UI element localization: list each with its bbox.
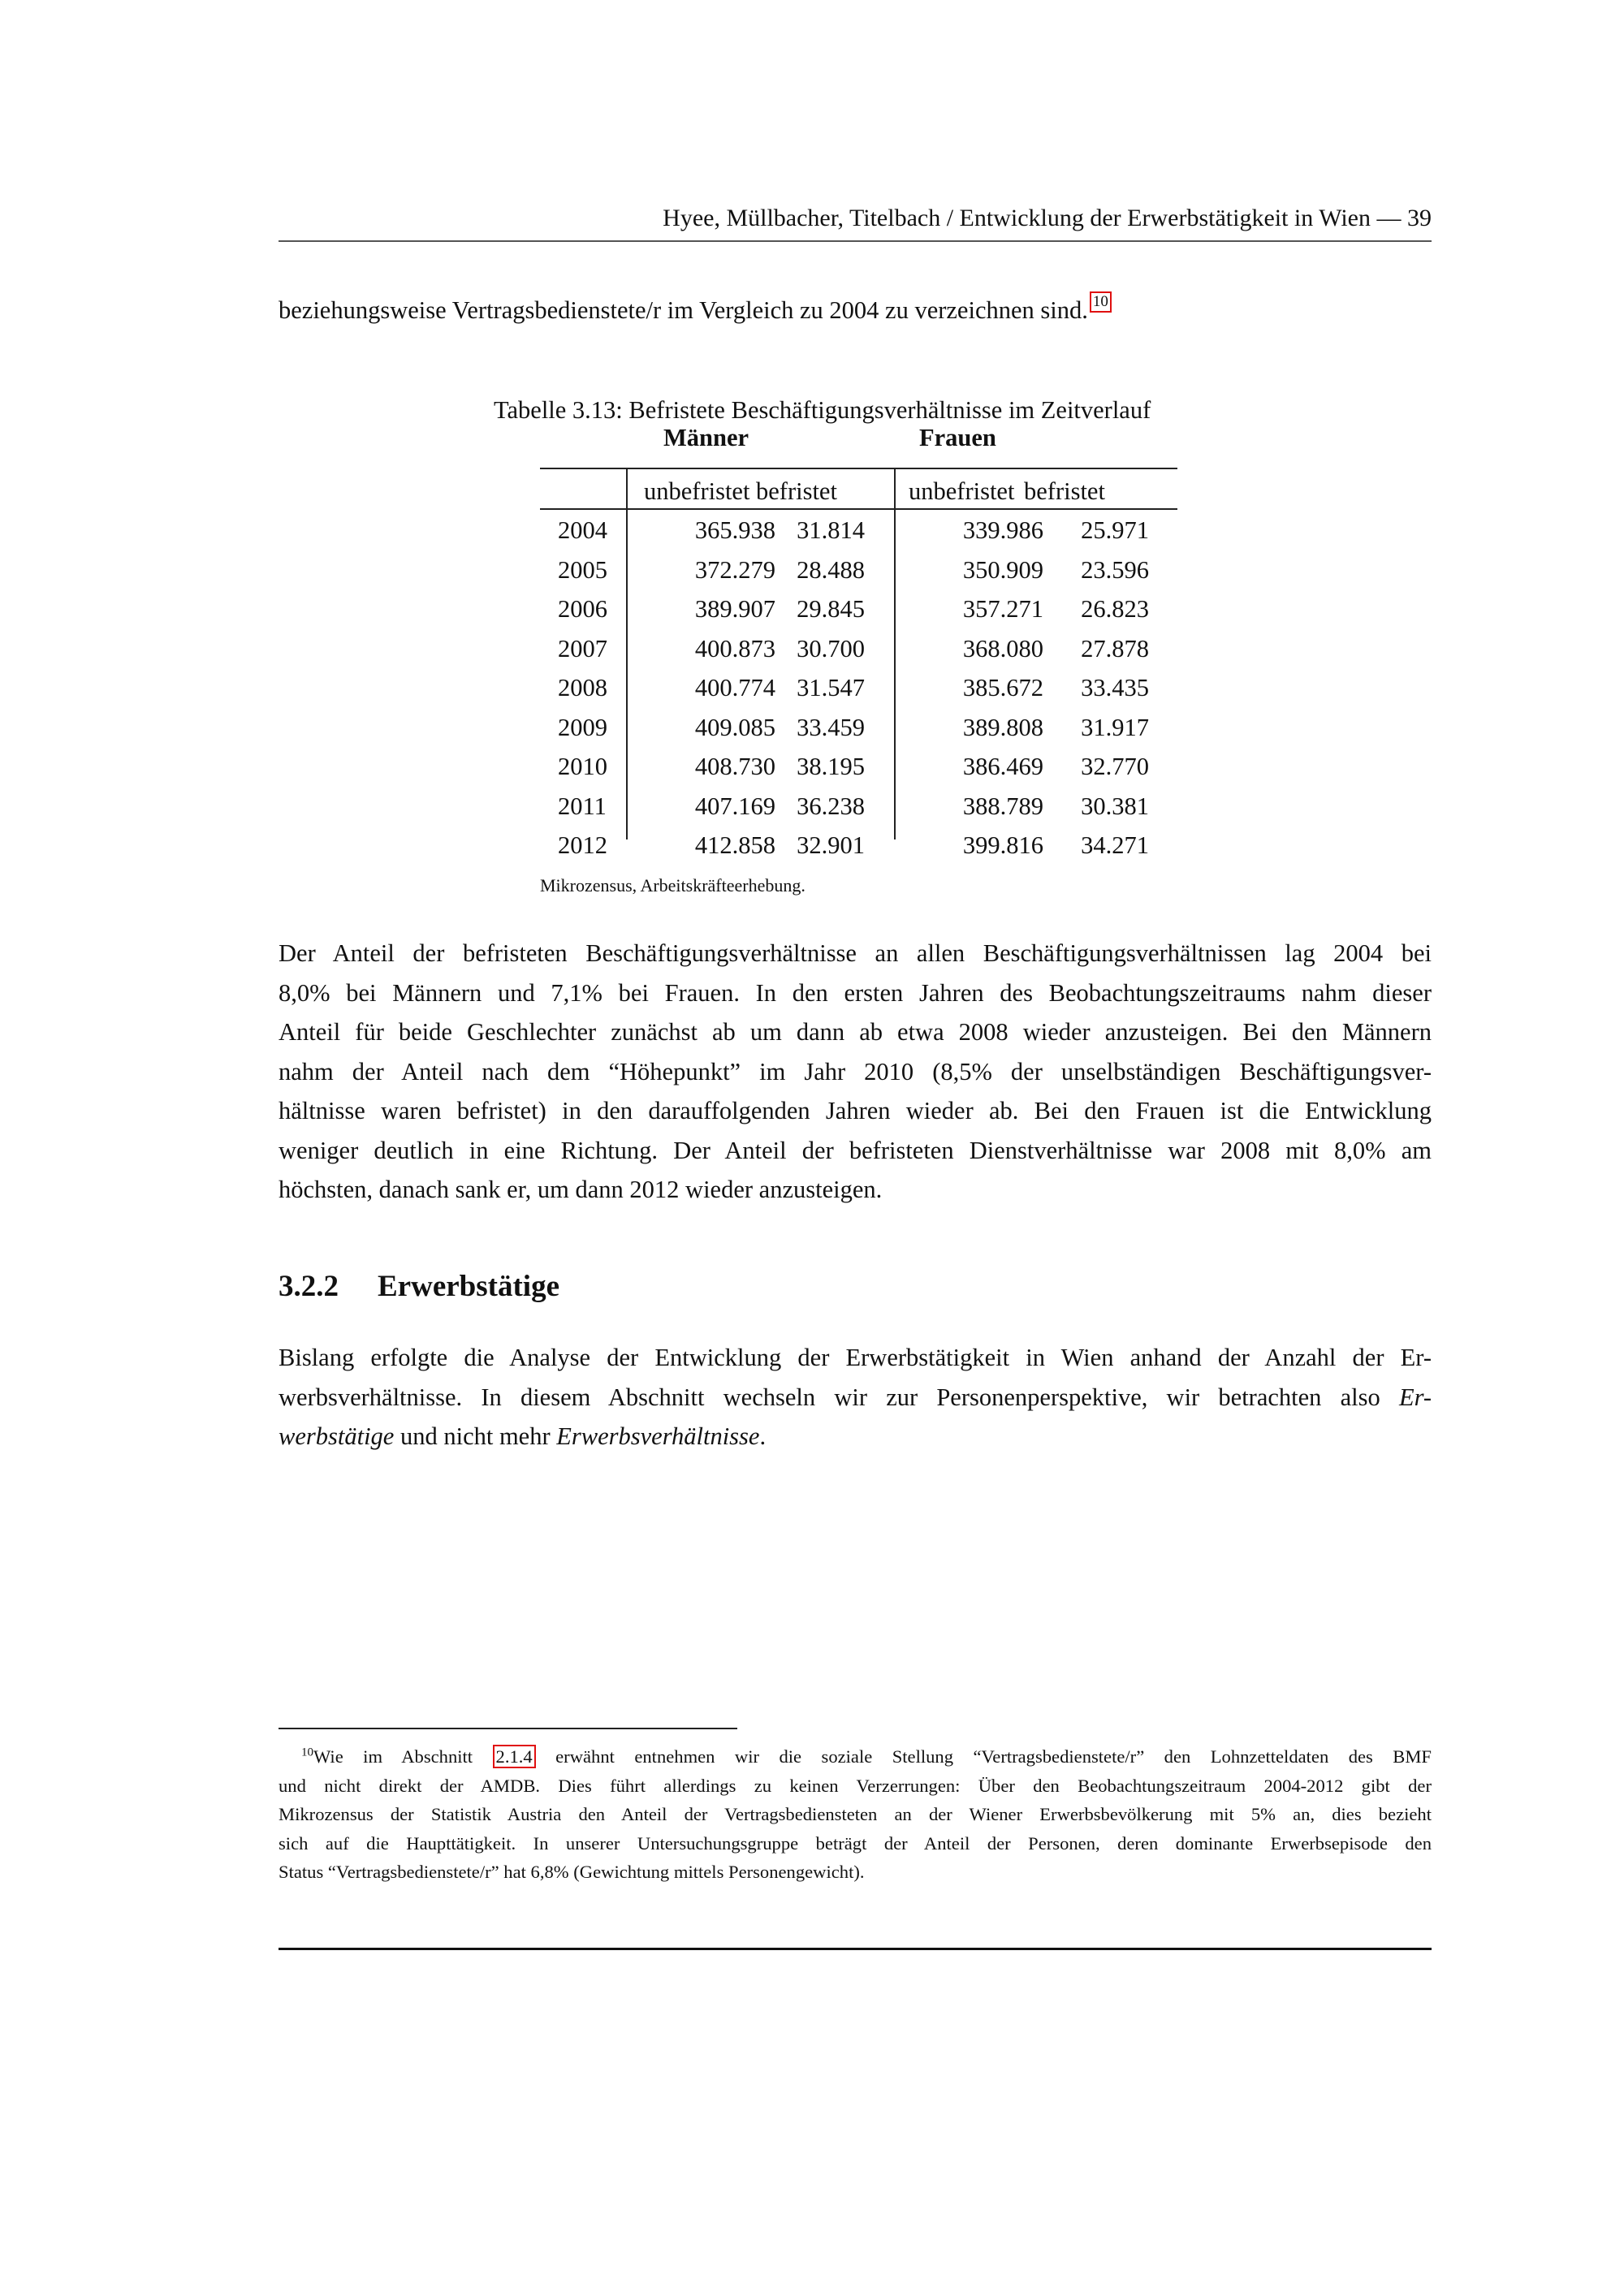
footnote-ref-link[interactable]: 10: [1090, 291, 1112, 313]
table-cell: 36.238: [797, 792, 865, 820]
column-header: unbefristet: [909, 477, 1015, 505]
table-cell: 412.858: [694, 831, 775, 859]
table-cell: 350.909: [962, 555, 1043, 584]
table-cell: 407.169: [694, 792, 775, 820]
italic-run: Erwerbsverhältnisse: [556, 1422, 760, 1450]
intro-line: [279, 291, 1432, 330]
intro-text: beziehungsweise Vertragsbedienstete/r im Vergleich zu 2004 zu verzeichnen sind.: [279, 296, 1088, 324]
header-rule: [279, 240, 1432, 242]
section-link[interactable]: 2.1.4: [493, 1745, 536, 1768]
table-cell: 31.917: [1081, 713, 1149, 741]
section-number: 3.2.2: [279, 1270, 339, 1303]
paragraph-line: Der Anteil der befristeten Beschäftigungsverhältnisse an allen Beschäftigungsverhältnissen lag 2004 bei: [279, 939, 1432, 967]
table-vline-year: [626, 468, 628, 839]
column-header: befristet: [1024, 477, 1105, 505]
table-cell: 365.938: [694, 516, 775, 544]
footnote: [279, 1742, 1432, 1887]
table-cell: 389.907: [694, 595, 775, 623]
row-year: 2008: [558, 674, 607, 701]
table-cell: 386.469: [962, 753, 1043, 780]
running-header: Hyee, Müllbacher, Titelbach / Entwicklung der Erwerbstätigkeit in Wien — 39: [663, 205, 1432, 231]
paragraph-line: [279, 1417, 1432, 1457]
intro-paragraph: [279, 291, 1432, 330]
group-header-frauen: Frauen: [919, 424, 996, 451]
body-paragraph-1: [279, 934, 1432, 1210]
table-cell: 28.488: [797, 555, 865, 584]
footnote-line: Mikrozensus der Statistik Austria den Anteil der Vertragsbediensteten an der Wiener Erwerbsbevölkerung mit 5% an, dies bezieht: [279, 1804, 1432, 1824]
group-header-maenner: Männer: [663, 424, 749, 451]
footnote-line: und nicht direkt der AMDB. Dies führt allerdings zu keinen Verzerrungen: Über den Beobachtungszeitraum 2004-2012 gibt der: [279, 1775, 1432, 1796]
paragraph-line: Anteil für beide Geschlechter zunächst ab um dann ab etwa 2008 wieder anzusteigen. Bei den Männern: [279, 1018, 1432, 1046]
table-header-rule: [540, 508, 1177, 510]
table-cell: 31.814: [797, 516, 865, 544]
table-vline-group: [894, 468, 896, 839]
paragraph-line: hältnisse waren befristet) in den darauffolgenden Jahren wieder ab. Bei den Frauen ist die Entwicklung: [279, 1097, 1432, 1124]
table-cell: 388.789: [962, 792, 1043, 820]
text-run: und nicht mehr: [394, 1422, 557, 1450]
table-cell: 33.435: [1081, 674, 1149, 701]
footnote-mark: 10: [301, 1746, 313, 1759]
body-paragraph-2: [279, 1338, 1432, 1457]
column-header: befristet: [756, 477, 837, 505]
table-cell: 34.271: [1081, 831, 1149, 859]
text-run: .: [759, 1422, 767, 1450]
table-caption: Tabelle 3.13: Befristete Beschäftigungsverhältnisse im Zeitverlauf: [494, 396, 1151, 424]
table-cell: 23.596: [1081, 555, 1149, 584]
table-cell: 26.823: [1081, 595, 1149, 623]
footnote-line: sich auf die Haupttätigkeit. In unserer Untersuchungsgruppe beträgt der Anteil der Personen, deren dominante Erwerbsepisode den: [279, 1832, 1432, 1854]
table-group-header: [540, 416, 1177, 455]
table-cell: 31.547: [797, 674, 865, 701]
paragraph-line: 8,0% bei Männern und 7,1% bei Frauen. In den ersten Jahren des Beobachtungszeitraums nahm dieser: [279, 978, 1432, 1007]
text-run: Wie im Abschnitt: [313, 1746, 493, 1767]
italic-run: werbstätige: [279, 1422, 395, 1450]
italic-run: Er-: [1398, 1383, 1432, 1411]
footnote-rule: [279, 1728, 737, 1729]
paragraph-line: [279, 1378, 1432, 1418]
table-source: Mikrozensus, Arbeitskräfteerhebung.: [540, 875, 806, 896]
text-run: werbsverhältnisse. In diesem Abschnitt wechseln wir zur Personenperspektive, wir betrachten also: [279, 1383, 1399, 1411]
paragraph-line: weniger deutlich in eine Richtung. Der Anteil der befristeten Dienstverhältnisse war 2008 mit 8,0% am: [279, 1136, 1432, 1164]
table-cell: 32.770: [1081, 753, 1149, 780]
footnote-line: Status “Vertragsbedienstete/r” hat 6,8% (Gewichtung mittels Personengewicht).: [279, 1862, 865, 1882]
row-year: 2005: [558, 555, 607, 584]
table-cell: 389.808: [962, 713, 1043, 741]
table-cell: 33.459: [797, 713, 865, 741]
table-cell: 400.873: [694, 634, 775, 662]
text-run: erwähnt entnehmen wir die soziale Stellung “Vertragsbedienstete/r” den Lohnzetteldaten des BMF: [535, 1746, 1432, 1767]
paragraph-line: nahm der Anteil nach dem “Höhepunkt” im Jahr 2010 (8,5% der unselbständigen Beschäftigungsver-: [279, 1057, 1432, 1085]
table-cell: 399.816: [962, 831, 1043, 859]
row-year: 2010: [558, 753, 607, 780]
table-cell: 400.774: [694, 674, 775, 701]
table-cell: 32.901: [797, 831, 865, 859]
table-cell: 368.080: [962, 634, 1043, 662]
section-heading: [279, 1269, 559, 1304]
row-year: 2006: [558, 595, 607, 623]
table-cell: 357.271: [962, 595, 1043, 623]
row-year: 2007: [558, 634, 607, 662]
row-year: 2011: [558, 792, 607, 820]
column-header: unbefristet: [644, 477, 750, 505]
table-cell: 339.986: [962, 516, 1043, 544]
footnote-line: [279, 1742, 1432, 1772]
paragraph-line: höchsten, danach sank er, um dann 2012 wieder anzusteigen.: [279, 1176, 883, 1203]
table-cell: 408.730: [694, 753, 775, 780]
row-year: 2012: [558, 831, 607, 859]
paragraph-line: Bislang erfolgte die Analyse der Entwicklung der Erwerbstätigkeit in Wien anhand der Anzahl der Er-: [279, 1344, 1432, 1371]
table-cell: 27.878: [1081, 634, 1149, 662]
table-top-rule: [540, 468, 1177, 469]
table-cell: 409.085: [694, 713, 775, 741]
table-cell: 30.700: [797, 634, 865, 662]
data-table: [540, 416, 1177, 859]
row-year: 2004: [558, 516, 607, 544]
section-title: Erwerbstätige: [378, 1270, 559, 1303]
table-cell: 372.279: [694, 555, 775, 584]
page-bottom-rule: [279, 1948, 1432, 1950]
table-cell: 38.195: [797, 753, 865, 780]
table-cell: 29.845: [797, 595, 865, 623]
table-cell: 25.971: [1081, 516, 1149, 544]
row-year: 2009: [558, 713, 607, 741]
table-cell: 30.381: [1081, 792, 1149, 820]
table-cell: 385.672: [962, 674, 1043, 701]
